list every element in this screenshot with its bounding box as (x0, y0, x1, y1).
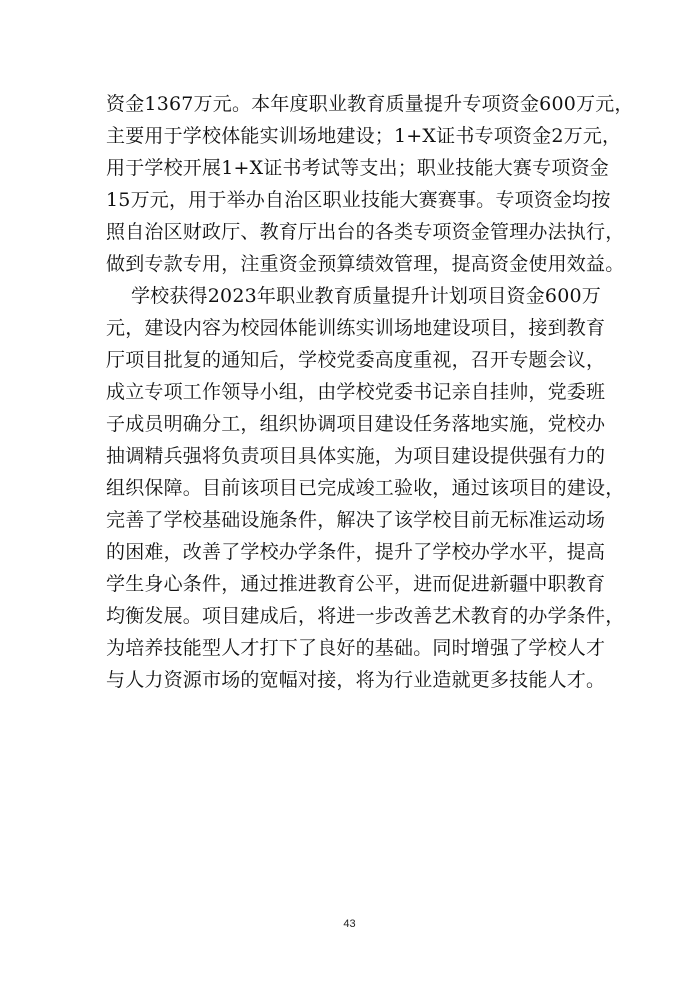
text-line: 学生身心条件，通过推进教育公平，进而促进新疆中职教育 (106, 573, 606, 595)
text-line: 组织保障。目前该项目已完成竣工验收，通过该项目的建设， (106, 477, 625, 499)
text-line: 抽调精兵强将负责项目具体实施，为项目建设提供强有力的 (106, 445, 606, 467)
text-line: 成立专项工作领导小组，由学校党委书记亲自挂帅，党委班 (106, 381, 606, 403)
text-line: 完善了学校基础设施条件，解决了该学校目前无标准运动场 (106, 509, 606, 531)
text-line: 子成员明确分工，组织协调项目建设任务落地实施，党校办 (106, 413, 606, 435)
body-text (106, 88, 634, 696)
text-line: 15万元，用于举办自治区职业技能大赛赛事。专项资金均按 (106, 189, 611, 211)
text-line: 与人力资源市场的宽幅对接，将为行业造就更多技能人才。 (106, 669, 606, 691)
text-line: 为培养技能型人才打下了良好的基础。同时增强了学校人才 (106, 637, 606, 659)
text-line: 主要用于学校体能实训场地建设；1+X证书专项资金2万元， (106, 125, 622, 147)
text-line: 做到专款专用，注重资金预算绩效管理，提高资金使用效益。 (106, 253, 625, 275)
text-line: 厅项目批复的通知后，学校党委高度重视，召开专题会议， (106, 349, 606, 371)
text-line: 用于学校开展1+X证书考试等支出；职业技能大赛专项资金 (106, 157, 609, 179)
text-line: 均衡发展。项目建成后，将进一步改善艺术教育的办学条件， (106, 605, 625, 627)
text-line: 资金1367万元。本年度职业教育质量提升专项资金600万元， (106, 93, 634, 115)
text-line: 的困难，改善了学校办学条件，提升了学校办学水平，提高 (106, 541, 606, 563)
text-line: 元，建设内容为校园体能训练实训场地建设项目，接到教育 (106, 317, 606, 339)
text-line: 学校获得2023年职业教育质量提升计划项目资金600万 (106, 285, 601, 307)
text-line: 照自治区财政厅、教育厅出台的各类专项资金管理办法执行， (106, 221, 625, 243)
page-number: 43 (343, 918, 356, 930)
